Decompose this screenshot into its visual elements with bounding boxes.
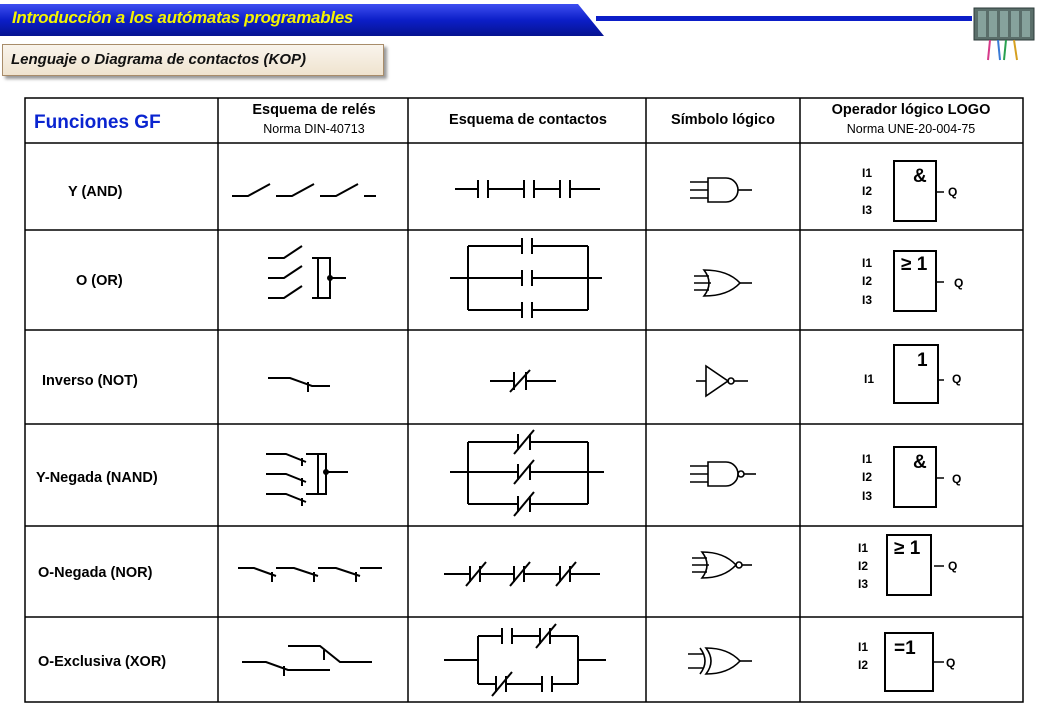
gate-nor <box>692 552 752 578</box>
relay-nor <box>238 568 382 582</box>
logo-input: I1 <box>858 541 869 555</box>
contacts-nor <box>444 562 600 586</box>
contacts-nand <box>450 430 604 516</box>
gate-not <box>696 366 748 396</box>
relay-and <box>232 184 376 196</box>
table-title: Funciones GF <box>34 112 161 133</box>
logo-block-xor <box>884 632 934 692</box>
logo-operator-nand: & <box>913 452 927 473</box>
row-label-or: O (OR) <box>76 273 123 289</box>
logo-input: I1 <box>858 640 869 654</box>
relay-or <box>268 246 346 298</box>
logo-operator-or: ≥ 1 <box>901 254 928 275</box>
logo-block-and <box>893 160 937 222</box>
row-label-not: Inverso (NOT) <box>42 373 138 389</box>
logo-output: Q <box>948 559 958 573</box>
col-header-logo-operator: Operador lógico LOGO <box>831 102 991 118</box>
logo-block-or <box>893 250 937 312</box>
logo-input: I2 <box>862 184 873 198</box>
header-title: Introducción a los autómatas programables <box>12 8 353 27</box>
logo-input: I1 <box>862 452 873 466</box>
subtitle-text: Lenguaje o Diagrama de contactos (KOP) <box>11 51 307 68</box>
logo-operator-not: 1 <box>917 350 928 371</box>
col-header-logic-symbol: Símbolo lógico <box>671 112 775 128</box>
logo-output: Q <box>952 372 962 386</box>
row-label-nand: Y-Negada (NAND) <box>36 470 158 486</box>
logo-operator-nor: ≥ 1 <box>894 538 921 559</box>
logo-block-nand <box>893 446 937 508</box>
gate-and <box>690 178 752 202</box>
logo-block-not <box>893 344 939 404</box>
logo-input: I2 <box>858 658 869 672</box>
logo-operator-xor: =1 <box>894 638 916 659</box>
col-norm-relay: Norma DIN-40713 <box>263 122 365 136</box>
gate-nand <box>690 462 756 486</box>
logo-block-nor <box>886 534 932 596</box>
row-label-xor: O-Exclusiva (XOR) <box>38 654 167 670</box>
logo-input: I1 <box>862 256 873 270</box>
logo-output: Q <box>952 472 962 486</box>
logo-output: Q <box>946 656 956 670</box>
contacts-and <box>455 180 600 198</box>
logo-input: I3 <box>862 293 873 307</box>
logo-input: I1 <box>862 166 873 180</box>
logo-input: I2 <box>862 274 873 288</box>
relay-not <box>268 378 330 392</box>
logo-input: I3 <box>858 577 869 591</box>
logo-input: I2 <box>858 559 869 573</box>
relay-xor <box>242 646 372 676</box>
logo-input: I3 <box>862 489 873 503</box>
contacts-xor <box>444 624 606 696</box>
col-header-relay: Esquema de relés <box>252 102 376 118</box>
logo-input: I2 <box>862 470 873 484</box>
gate-xor <box>688 648 752 674</box>
gate-or <box>694 270 752 296</box>
contacts-not <box>490 370 556 392</box>
col-header-contacts: Esquema de contactos <box>449 112 607 128</box>
row-label-and: Y (AND) <box>68 184 123 200</box>
logo-output: Q <box>948 185 958 199</box>
row-label-nor: O-Negada (NOR) <box>38 565 153 581</box>
logo-operator-and: & <box>913 166 927 187</box>
logo-input: I1 <box>864 372 875 386</box>
col-norm-logo: Norma UNE-20-004-75 <box>846 122 976 136</box>
logo-input: I3 <box>862 203 873 217</box>
logo-output: Q <box>954 276 964 290</box>
relay-nand <box>266 454 348 506</box>
contacts-or <box>450 238 602 318</box>
